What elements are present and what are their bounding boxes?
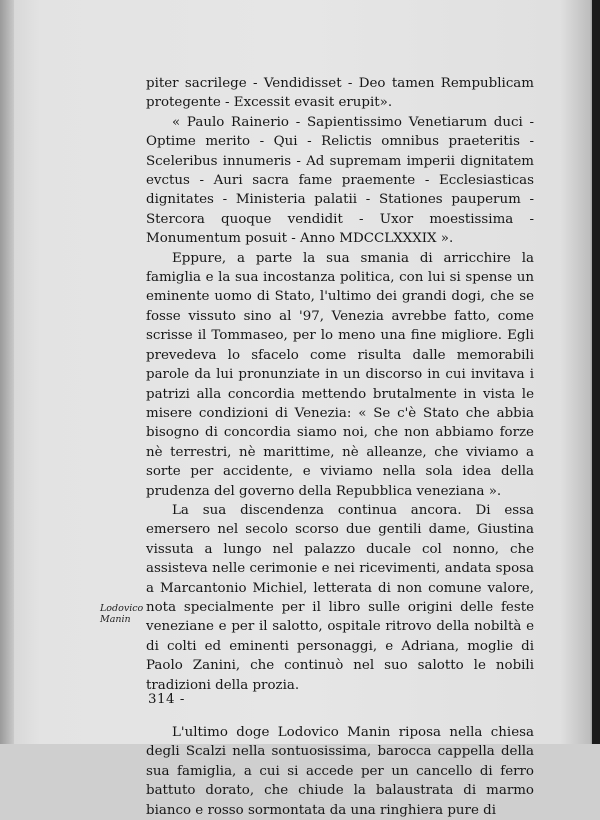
paragraph-5: L'ultimo doge Lodovico Manin riposa nella chiesa degli Scalzi nella sontuosissima, barocca cappella della sua famiglia, a cui si accede per un cancello di ferro battuto dorato, che chiude la balaustrata di marmo bianco e rosso sormontata da una ringhiera pure di xyxy=(146,725,534,818)
paragraph-2: « Paulo Rainerio - Sapientissimo Venetiarum duci - Optime merito - Qui - Relictis omnibus praeteritis - Sceleribus innumeris - Ad supremam imperii dignitatem evctus - Auri sacra fame praemente - Ecclesiasticas dignitates - Ministeria palatii - Stationes pauperum - Stercora quoque vendidit - Uxor moestissima - Monumentum posuit - Anno MDCCLXXXIX ». xyxy=(146,114,534,247)
paragraph-4: La sua discendenza continua ancora. Di essa emersero nel secolo scorso due gentili dame, Giustina vissuta a lungo nel palazzo ducale col nonno, che assisteva nelle cerimonie e nei ricevimenti, andata sposa a Marcantonio Michiel, letterata di non comune valore, nota specialmente per il libro sulle origini delle feste veneziane e per il salotto, ospitale ritrovo della nobiltà e di colti ed eminenti personaggi, e Adriana, moglie di Paolo Zanini, che continuò nel suo salotto le nobili tradizioni della prozia. xyxy=(146,502,534,693)
paragraph-1: piter sacrilege - Vendidisset - Deo tamen Rempublicam protegente - Excessit evasit erupit». xyxy=(146,76,534,111)
paragraph-3: Eppure, a parte la sua smania di arricchire la famiglia e la sua incostanza politica, con lui si spense un eminente uomo di Stato, l'ultimo dei grandi dogi, che se fosse vissuto sino al '97, Venezia avrebbe fatto, come scrisse il Tommaseo, per lo meno una fine migliore. Egli prevedeva lo sfacelo come risulta dalle memorabili parole da lui pronunziate in un discorso in cui invitava i patrizi alla concordia mettendo brutalmente in vista le misere condizioni di Venezia: « Se c'è Stato che abbia bisogno di concordia siamo noi, che non abbiamo forze nè terrestri, nè marittime, nè alleanze, che viviamo a sorte per accidente, e viviamo nella sola idea della prudenza del governo della Repubblica veneziana ». xyxy=(146,250,534,499)
body-text xyxy=(146,74,534,820)
page-number: 314 - xyxy=(148,692,185,707)
page-gutter-shadow xyxy=(0,0,14,744)
margin-note: Lodovico Manin xyxy=(100,603,144,625)
page-right-edge xyxy=(592,0,600,744)
